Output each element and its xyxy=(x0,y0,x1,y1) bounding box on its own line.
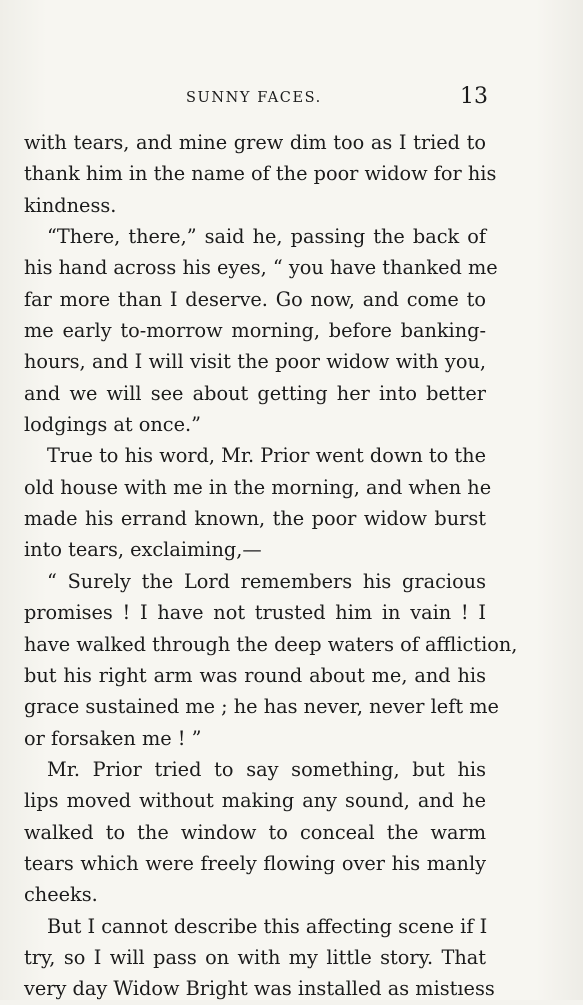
text-line: but his right arm was round about me, and his xyxy=(24,663,486,687)
body-text xyxy=(24,127,518,1005)
text-line: walked to the window to conceal the warm xyxy=(24,820,486,844)
text-line: hours, and I will visit the poor widow with you, xyxy=(24,350,486,374)
text-line: tears which were freely flowing over his manly xyxy=(24,851,486,875)
text-line: “There, there,” said he, passing the back of xyxy=(47,225,486,249)
text-line: me early to-morrow morning, before banking- xyxy=(24,319,486,343)
running-head xyxy=(0,84,583,114)
text-line: kindness. xyxy=(24,193,117,217)
text-line: promises ! I have not trusted him in vain ! I xyxy=(24,601,486,625)
running-head-title: SUNNY FACES. xyxy=(186,90,322,106)
text-line: grace sustained me ; he has never, never left me xyxy=(24,695,499,719)
text-line: very day Widow Bright was installed as mistıess xyxy=(24,977,495,1001)
page-number: 13 xyxy=(460,84,488,109)
text-line: Mr. Prior tried to say something, but his xyxy=(47,757,486,781)
text-line: True to his word, Mr. Prior went down to the xyxy=(47,444,486,468)
text-line: “ Surely the Lord remembers his gracious xyxy=(47,569,486,593)
text-line: old house with me in the morning, and when he xyxy=(24,475,492,499)
text-line: thank him in the name of the poor widow for his xyxy=(24,162,497,186)
text-line: have walked through the deep waters of affliction, xyxy=(24,632,518,656)
text-line: and we will see about getting her into better xyxy=(24,381,486,405)
text-line: lips moved without making any sound, and he xyxy=(24,789,486,813)
text-line: lodgings at once.” xyxy=(24,413,202,437)
text-line: cheeks. xyxy=(24,883,98,907)
text-line: with tears, and mine grew dim too as I tried to xyxy=(24,131,486,154)
text-line: or forsaken me ! ” xyxy=(24,726,202,750)
text-line: made his errand known, the poor widow burst xyxy=(24,507,486,531)
text-line: try, so I will pass on with my little story. That xyxy=(24,945,486,969)
text-line: his hand across his eyes, “ you have thanked me xyxy=(24,256,498,280)
text-line: But I cannot describe this affecting scene if I xyxy=(47,914,488,938)
text-line: far more than I deserve. Go now, and come to xyxy=(24,287,486,311)
text-line: into tears, exclaiming,— xyxy=(24,538,262,562)
